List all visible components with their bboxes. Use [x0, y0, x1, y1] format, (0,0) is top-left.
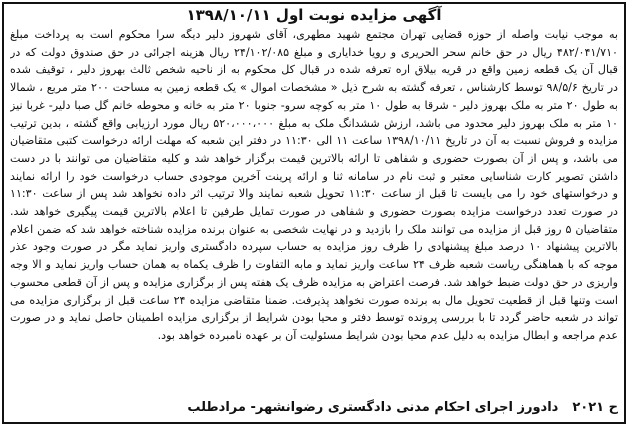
notice-line: به موجب نیابت واصله از حوزه قضایی تهران مجتمع شهید مطهری، آقای شهروز دلیر دیگه سرا محکوم است به پرداخت مبلغ — [10, 28, 618, 41]
notice-line: تواند در شعبه حاضر گردد تا با بررسی پرونده توسط دفتر و محیا بودن شرایط از برگزاری مزایده اطمینان حاصل نماید و در صورت — [10, 311, 618, 325]
notice-line: در صورت تعدد درخواست مزایده بصورت حضوری و شفاهی در صورت تمایل طرفین تا اعلام بالاترین قیمت پیگیری خواهد شد. — [10, 205, 618, 219]
notice-line: عدم مراجعه و ابطال مزایده به دلیل عدم محیا بودن شرایط مسئولیت آن بر عهده نامبرده خواهد بود. — [157, 328, 618, 342]
notice-line: به طول ۲۰ متر به ملک بهروز دلیر - شرقا به طول ۱۰ متر به کوچه سرو- جنوبا ۲۰ متر به خانه و محوطه خانم گل صبا دلیر- غربا نیز — [10, 98, 618, 112]
notice-line: قبال آن یک قطعه زمین واقع در قریه بیلاق اره تعرفه شده در قبال کل محکوم به از ناحیه شخص ثالث بهروز دلیر ، توقیف شده — [10, 63, 618, 77]
notice-line: بالاترین پیشنهاد ۱۰ درصد مبلغ پیشنهادی را ظرف روز مزایده به حساب سپرده دادگستری واریز نماید مگر در صورت وجود عذر — [10, 240, 618, 254]
notice-body — [10, 26, 618, 345]
notice-line: می باشد، و پس از آن بصورت حضوری و شفاهی تا ارائه بالاترین قیمت برگزار خواهد شد و کلیه متقاضیان می توانند با در دست — [10, 151, 618, 165]
notice-line: واریزی در حق دولت ضبط خواهد شد. فرصت اعتراض به مزایده ظرف یک هفته پس از برگزاری مزایده و پس از آن قطعی محسوب — [10, 275, 618, 289]
notice-signer: دادورز اجرای احکام مدنی دادگستری رضوانشهر- مرادطلب — [187, 400, 559, 415]
notice-line: ۱۰ متر به ملک بهروز دلیر محدود می باشد، ارزش ششدانگ ملک به مبلغ ۵۲۰،۰۰۰،۰۰۰ ریال مورد ارزیابی واقع گشته ، بدین ترتیب — [10, 116, 618, 130]
notice-line: داشتن تصویر کارت شناسایی معتبر و ثبت نام در سامانه ثنا و ارائه پرینت آخرین موجودی حساب درخواست خود را ارائه نمایند — [10, 169, 618, 183]
notice-line: و درخواستهای خود را می بایست تا قبل از ساعت ۱۱:۳۰ تحویل شعبه نمایند والا ترتیب اثر داده نخواهد شد پس از ساعت ۱۱:۳۰ — [10, 187, 618, 201]
notice-line: موجه که با هماهنگی ریاست شعبه ظرف ۲۴ ساعت واریز نماید و مابه التفاوت را ظرف یکماه به همان حساب واریز نماید و الا وجه — [10, 258, 618, 272]
notice-code: ح ۲۰۲۱ — [572, 400, 618, 415]
auction-notice — [2, 2, 626, 424]
notice-line: در تاریخ ۹۸/۵/۶ توسط کارشناس ، تعرفه گشته به شرح ذیل « مشخصات اموال » یک قطعه زمین به مساحت ۲۰۰ متر مربع ، شمالا — [10, 81, 618, 95]
notice-line: مزایده و فروش نسبت به آن در تاریخ ۱۳۹۸/۱۰/۱۱ ساعت ۱۱ الی ۱۱:۳۰ در دفتر این شعبه که مهلت ارائه درخواست کتبی متقاضیان — [10, 134, 618, 148]
notice-line: است وتنها قبل از قطعیت تحویل مال به برنده صورت نخواهد پذیرفت. ضمنا متقاضی مزایده ۲۴ ساعت قبل از برگزاری مزایده می — [10, 293, 618, 307]
notice-footer — [10, 398, 618, 418]
notice-line: متقاضیان ۵ روز قبل از مزایده می توانند ملک را بازدید و در نهایت شخصی به عنوان برنده مزایده شناخته خواهد شد که ضمن اعلام — [10, 222, 618, 236]
notice-line: ۴۸۲/۰۴۱/۷۱۰ ریال در حق خانم سحر الحریری و رویا خدایاری و مبلغ ۲۴/۱۰۲/۰۸۵ ریال هزینه اجرائی در حق صندوق دولت که در — [10, 45, 618, 59]
notice-title: آگهی مزایده نوبت اول ۱۳۹۸/۱۰/۱۱ — [186, 6, 442, 24]
